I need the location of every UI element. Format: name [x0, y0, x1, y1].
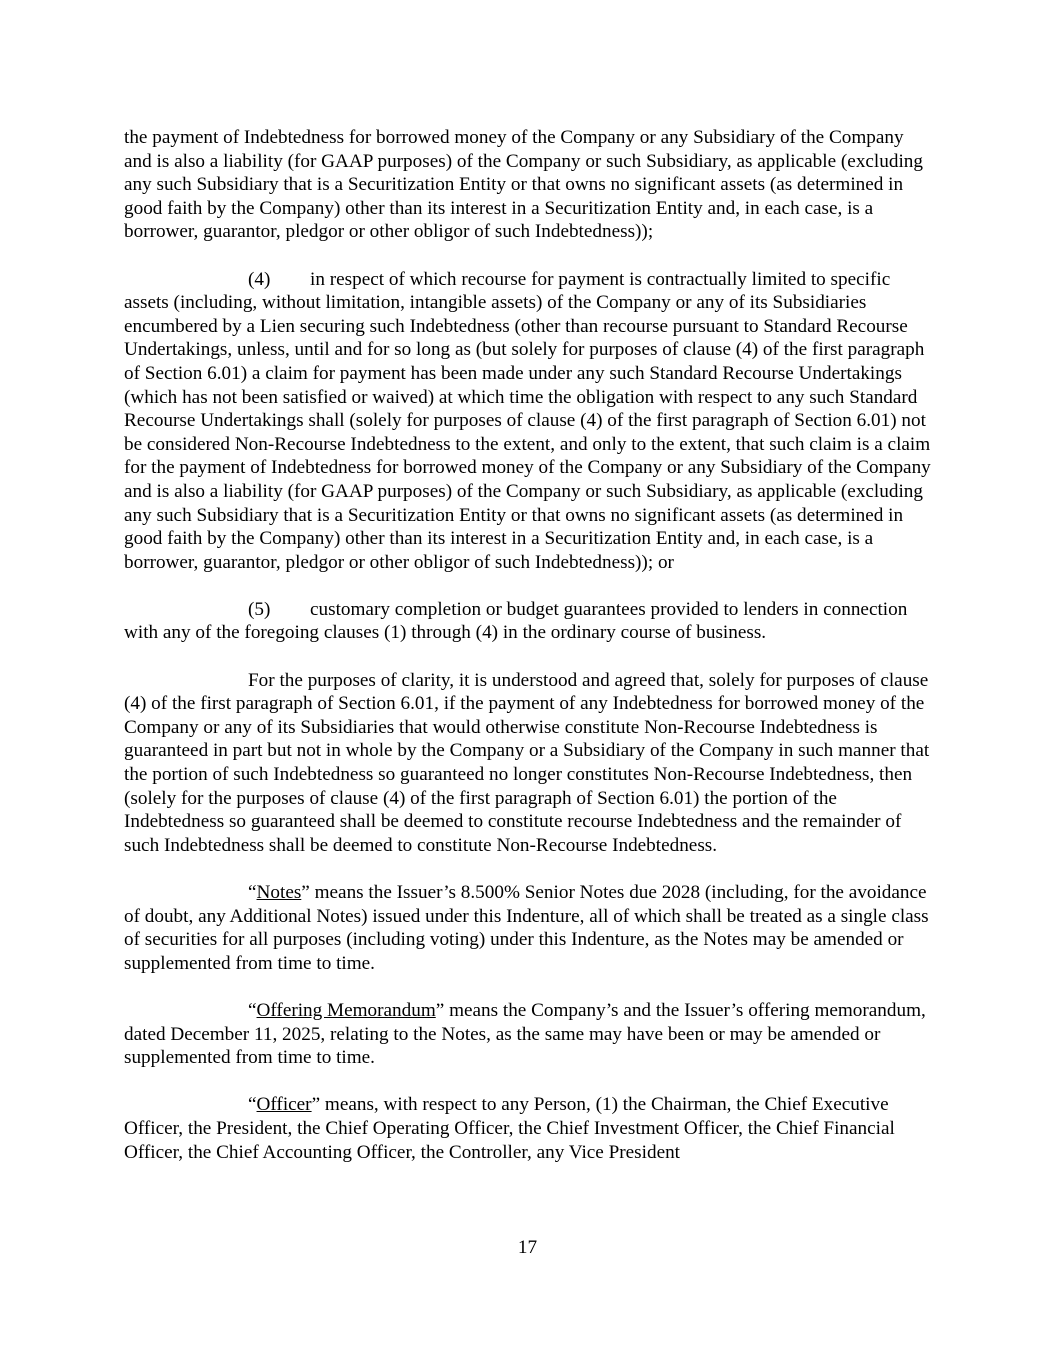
clause-text: in respect of which recourse for payment is contractually limited to specific assets (including, without limitation, intangible assets) of the Company or any of its Subsidiaries encumbered by a Lien securing such Indebtedness (other than recourse pursuant to Standard Recourse Undertakings, unless, until and for so long as (but solely for purposes of clause (4) of the first paragraph of Section 6.01) a claim for payment has been made under any such Standard Recourse Undertakings (which has not been satisfied or waived) at which time the obligation with respect to any such Standard Recourse Undertakings shall (solely for purposes of clause (4) of the first paragraph of Section 6.01) not be considered Non-Recourse Indebtedness to the extent, and only to the extent, that such claim is a claim for the payment of Indebtedness for borrowed money of the Company or any Subsidiary of the Company and is also a liability (for GAAP purposes) of the Company or such Subsidiary, as applicable (excluding any such Subsidiary that is a Securitization Entity or that owns no significant assets (as determined in good faith by the Company) other than its interest in a Securitization Entity and, in each case, is a borrower, guarantor, pledgor or other obligor of such Indebtedness)); or: [124, 268, 931, 573]
definition-officer: [124, 1093, 936, 1164]
open-quote: “: [248, 882, 257, 903]
defined-term: Officer: [256, 1094, 312, 1116]
document-page: [124, 126, 936, 1188]
definition-notes: [124, 881, 936, 975]
clause-number: (5): [248, 598, 271, 620]
page-number: 17: [517, 1237, 538, 1258]
clause-5-paragraph: [124, 598, 936, 645]
clause-4-paragraph: [124, 268, 936, 575]
open-quote: “: [248, 999, 257, 1021]
definition-text: ” means, with respect to any Person, (1) the Chairman, the Chief Executive Officer, the President, the Chief Operating Officer, the Chief Investment Officer, the Chief Financial Officer, the Chief Accounting Officer, the Controller, any Vice President: [124, 1094, 895, 1163]
definition-offering-memorandum: [124, 999, 936, 1070]
definition-text: ” means the Issuer’s 8.500% Senior Notes due 2028 (including, for the avoidance of doubt, any Additional Notes) issued under this Indenture, all of which shall be treated as a single class of securities for all purposes (including voting) under this Indenture, as the Notes may be amended or supplemented from time to time.: [124, 882, 929, 974]
clause-text: customary completion or budget guarantees provided to lenders in connection with any of the foregoing clauses (1) through (4) in the ordinary course of business.: [124, 598, 908, 644]
open-quote: “: [248, 1094, 257, 1116]
clause-number: (4): [248, 268, 271, 290]
paragraph-continuation: the payment of Indebtedness for borrowed money of the Company or any Subsidiary of the Company and is also a liability (for GAAP purposes) of the Company or such Subsidiary, as applicable (excluding any such Subsidiary that is a Securitization Entity or that owns no significant assets (as determined in good faith by the Company) other than its interest in a Securitization Entity and, in each case, is a borrower, guarantor, pledgor or other obligor of such Indebtedness));: [124, 127, 923, 243]
defined-term: Offering Memorandum: [256, 999, 436, 1021]
definition-text: ” means the Company’s and the Issuer’s offering memorandum, dated December 11, 2025, relating to the Notes, as the same may have been or may be amended or supplemented from time to time.: [124, 999, 926, 1069]
defined-term: Notes: [256, 882, 302, 903]
clarity-paragraph: For the purposes of clarity, it is understood and agreed that, solely for purposes of clause (4) of the first paragraph of Section 6.01, if the payment of any Indebtedness for borrowed money of the Company or any of its Subsidiaries that would otherwise constitute Non-Recourse Indebtedness is guaranteed in part but not in whole by the Company or a Subsidiary of the Company in such manner that the portion of such Indebtedness so guaranteed no longer constitutes Non-Recourse Indebtedness, then (solely for the purposes of clause (4) of the first paragraph of Section 6.01) the portion of the Indebtedness so guaranteed shall be deemed to constitute recourse Indebtedness and the remainder of such Indebtedness shall be deemed to constitute Non-Recourse Indebtedness.: [124, 669, 930, 856]
